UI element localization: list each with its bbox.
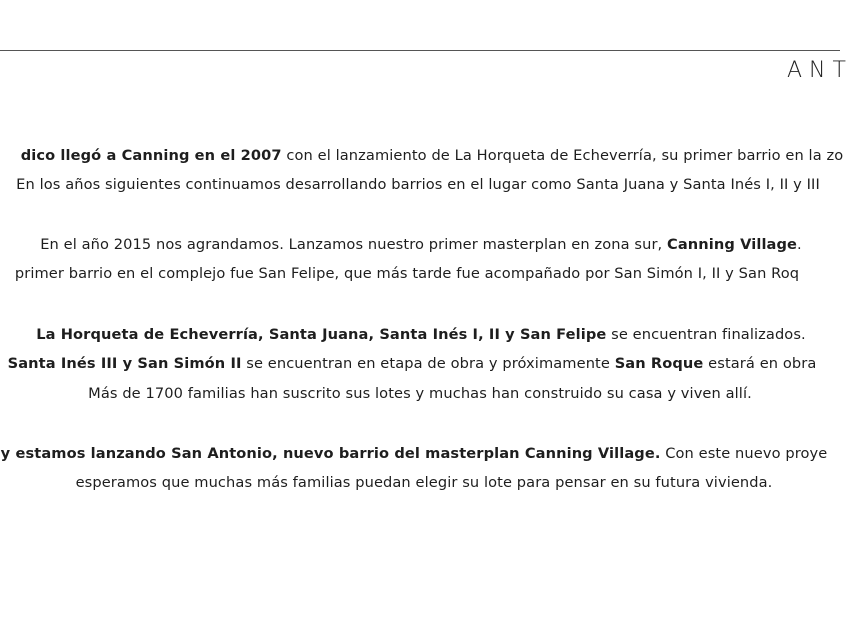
bold-text: y estamos lanzando San Antonio, nuevo barrio del masterplan Canning Village. bbox=[0, 445, 661, 462]
bold-text: dico llegó a Canning en el 2007 bbox=[20, 147, 282, 164]
body-text: Con este nuevo proye bbox=[660, 445, 828, 462]
body-text: se encuentran finalizados. bbox=[606, 326, 806, 343]
paragraph-3-line-3 bbox=[88, 384, 752, 404]
body-text: En los años siguientes continuamos desarrollando barrios en el lugar como Santa Juana y Santa Inés I, II y III bbox=[16, 176, 820, 193]
bold-text: Santa Inés III y San Simón II bbox=[7, 355, 242, 372]
paragraph-3-line-2 bbox=[8, 354, 817, 374]
body-text: se encuentran en etapa de obra y próximamente bbox=[241, 355, 615, 372]
paragraph-1-line-2 bbox=[16, 175, 820, 195]
paragraph-2-line-2 bbox=[15, 264, 799, 284]
body-text: estará en obra bbox=[703, 355, 817, 372]
bold-text: La Horqueta de Echeverría, Santa Juana, Santa Inés I, II y San Felipe bbox=[36, 326, 607, 343]
body-text: . bbox=[797, 236, 802, 253]
body-text: esperamos que muchas más familias puedan elegir su lote para pensar en su futura vivienda. bbox=[75, 474, 773, 491]
body-text: primer barrio en el complejo fue San Felipe, que más tarde fue acompañado por San Simón I, II y San Roq bbox=[14, 265, 800, 282]
body-text: En el año 2015 nos agrandamos. Lanzamos nuestro primer masterplan en zona sur, bbox=[40, 236, 668, 253]
paragraph-4-line-1 bbox=[1, 444, 828, 464]
paragraph-1-line-1 bbox=[21, 146, 844, 166]
paragraph-4-line-2 bbox=[76, 473, 773, 493]
body-text: con el lanzamiento de La Horqueta de Echeverría, su primer barrio en la zo bbox=[281, 147, 844, 164]
section-title: ANT bbox=[787, 58, 853, 83]
paragraph-3-line-1 bbox=[36, 325, 806, 345]
bold-text: Canning Village bbox=[667, 236, 798, 253]
paragraph-2-line-1 bbox=[40, 235, 802, 255]
body-text: Más de 1700 familias han suscrito sus lotes y muchas han construido su casa y viven allí. bbox=[88, 385, 752, 402]
header-divider bbox=[0, 50, 840, 51]
bold-text: San Roque bbox=[614, 355, 704, 372]
